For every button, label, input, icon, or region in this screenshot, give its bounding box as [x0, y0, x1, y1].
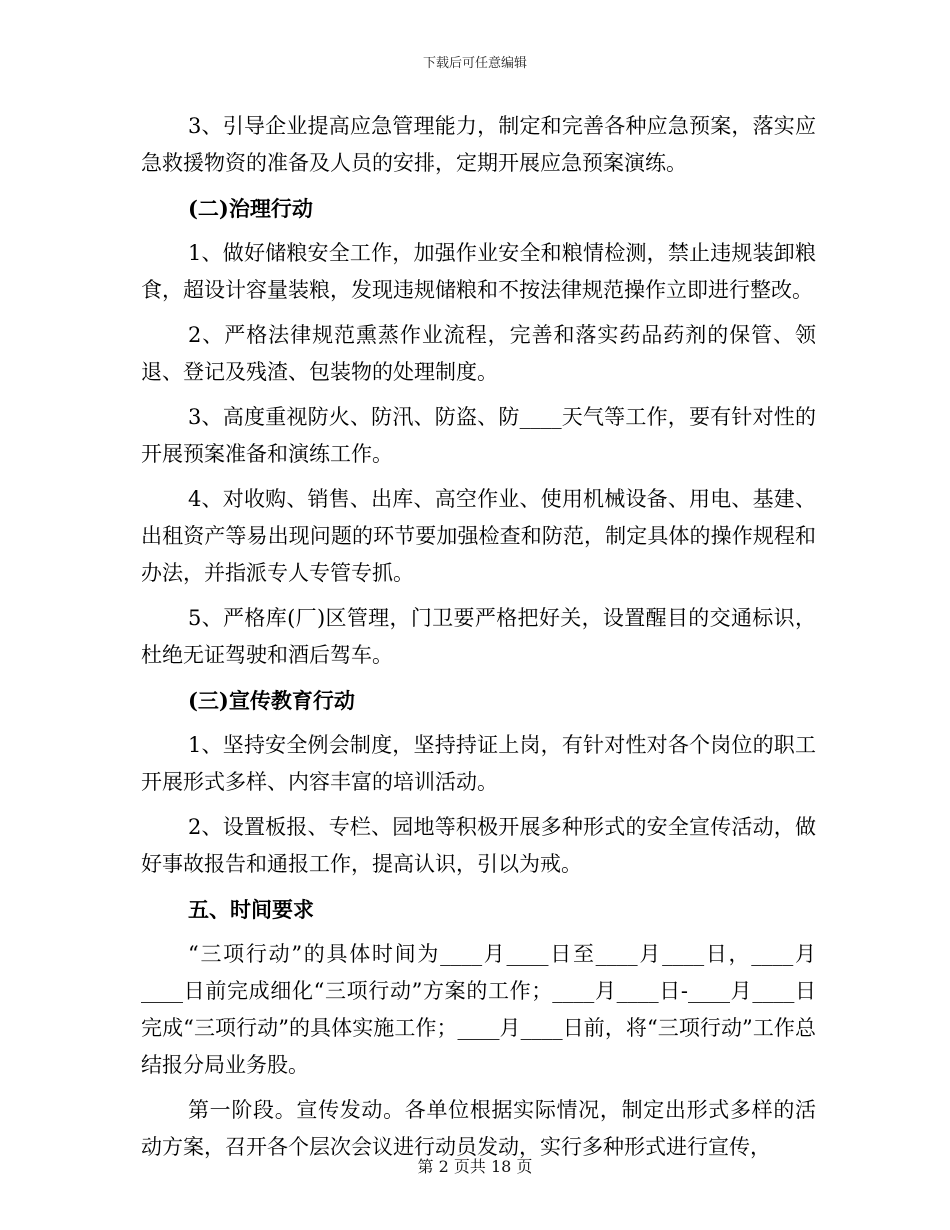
- paragraph: 1、做好储粮安全工作，加强作业安全和粮情检测，禁止违规装卸粮食，超设计容量装粮，发现违规储粮和不按法律规范操作立即进行整改。: [141, 241, 816, 302]
- paragraph: 2、严格法律规范熏蒸作业流程，完善和落实药品药剂的保管、领退、登记及残渣、包装物的处理制度。: [141, 323, 816, 384]
- paragraph: 3、高度重视防火、防汛、防盗、防____天气等工作，要有针对性的开展预案准备和演练工作。: [141, 405, 816, 466]
- paragraph: “三项行动”的具体时间为____月____日至____月____日，____月____日前完成细化“三项行动”方案的工作；____月____日-____月____日完成“三项行动”的具体实施工作；____月____日前，将“三项行动”工作总结报分局业务股。: [141, 942, 816, 1077]
- document-body: [141, 108, 816, 1174]
- page-header: 下载后可任意编辑: [422, 56, 527, 71]
- paragraph: 2、设置板报、专栏、园地等积极开展多种形式的安全宣传活动，做好事故报告和通报工作，提高认识，引以为戒。: [141, 815, 816, 876]
- page-footer: 第 2 页共 18 页: [417, 1157, 533, 1176]
- paragraph: 3、引导企业提高应急管理能力，制定和完善各种应急预案，落实应急救援物资的准备及人员的安排，定期开展应急预案演练。: [141, 114, 816, 175]
- section-heading: 五、时间要求: [188, 897, 314, 922]
- paragraph: 5、严格库(厂)区管理，门卫要严格把好关，设置醒目的交通标识，杜绝无证驾驶和酒后驾车。: [141, 606, 816, 667]
- paragraph: 4、对收购、销售、出库、高空作业、使用机械设备、用电、基建、出租资产等易出现问题的环节要加强检查和防范，制定具体的操作规程和办法，并指派专人专管专抓。: [141, 487, 816, 585]
- paragraph: 第一阶段。宣传发动。各单位根据实际情况，制定出形式多样的活动方案，召开各个层次会议进行动员发动，实行多种形式进行宣传，: [141, 1098, 816, 1159]
- section-heading: (二)治理行动: [188, 196, 313, 221]
- section-heading: (三)宣传教育行动: [188, 688, 355, 713]
- paragraph: 1、坚持安全例会制度，坚持持证上岗，有针对性对各个岗位的职工开展形式多样、内容丰富的培训活动。: [141, 733, 816, 794]
